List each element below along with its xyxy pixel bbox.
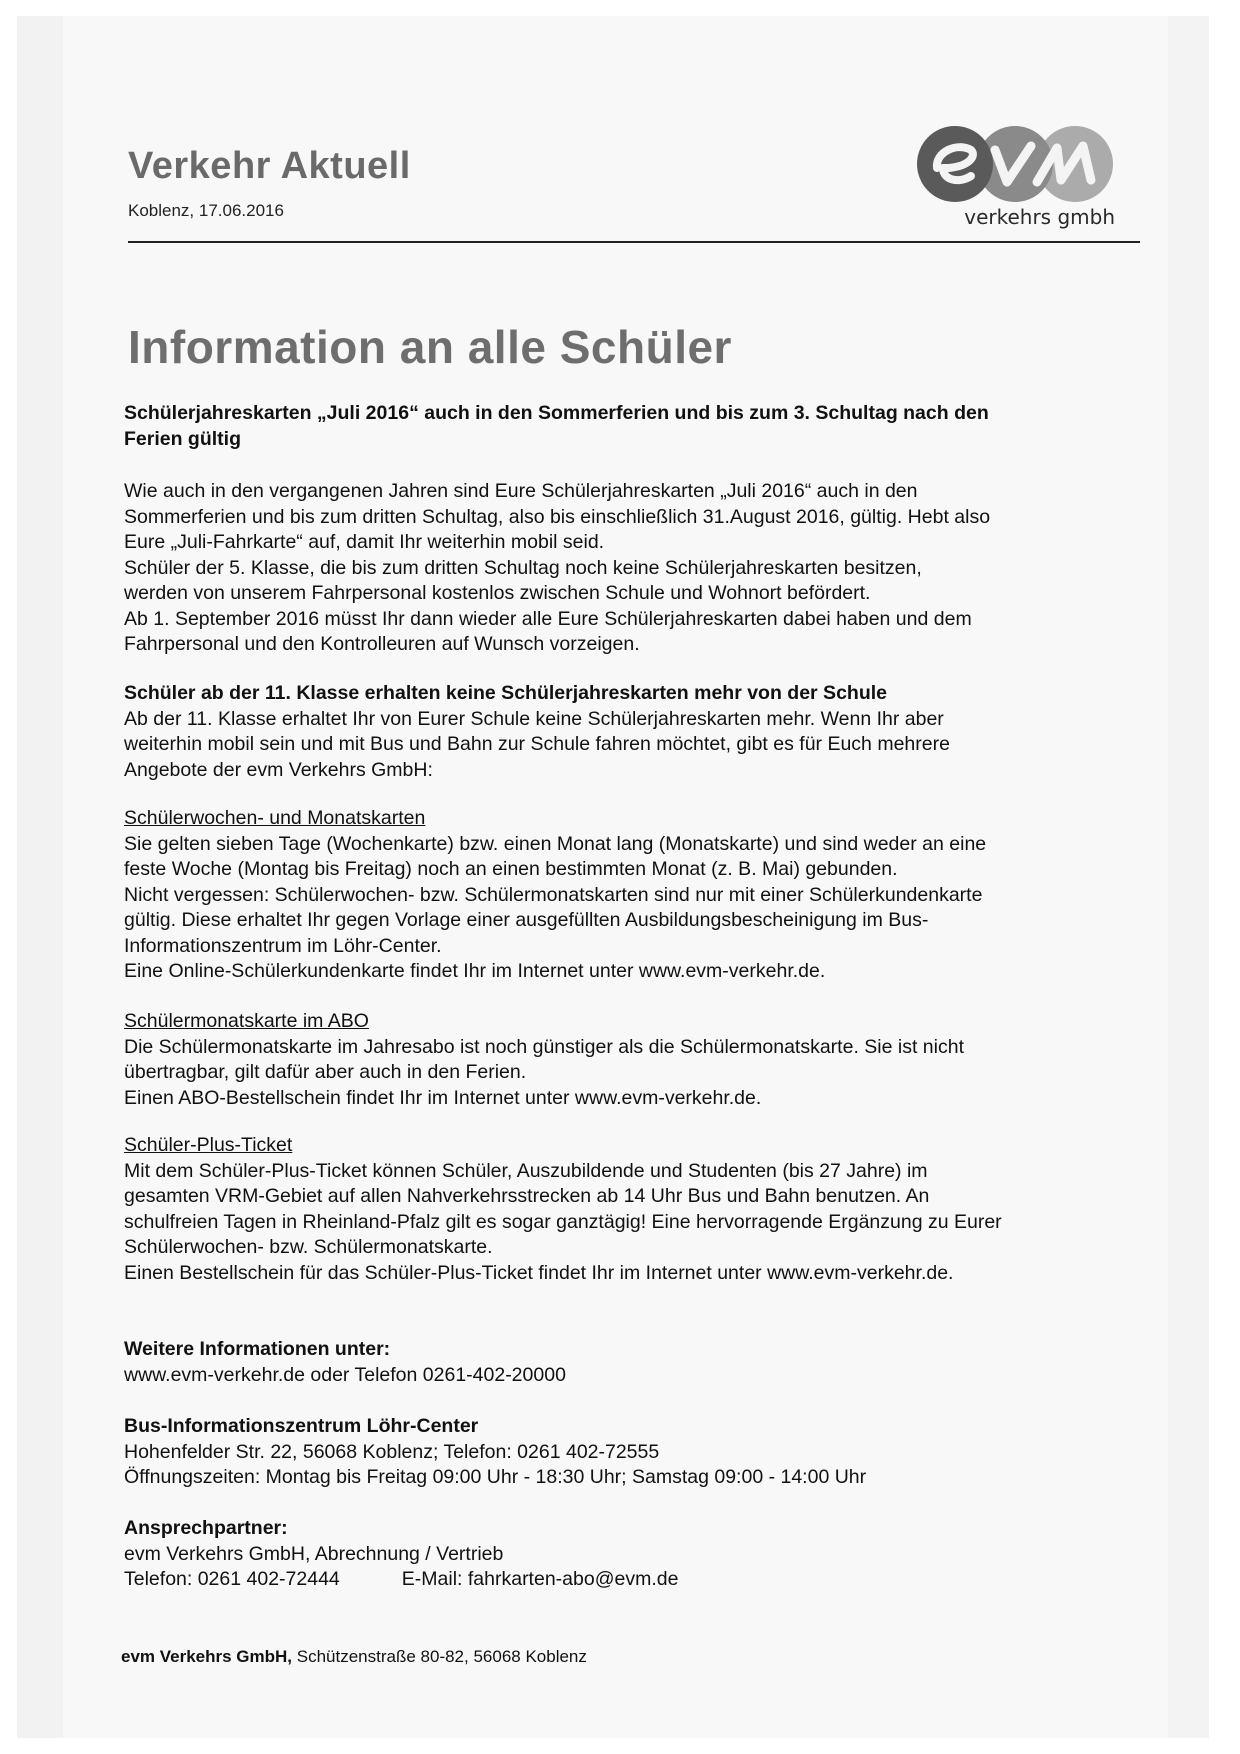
- text-line: Angebote der evm Verkehrs GmbH:: [124, 758, 433, 781]
- contact-email: E-Mail: fahrkarten-abo@evm.de: [401, 1568, 679, 1590]
- section-heading-cont: Ferien gültig: [124, 427, 241, 450]
- contact-phone-email: [124, 1567, 1134, 1593]
- section-plus-ticket: [124, 1133, 1134, 1286]
- section-weekly-monthly: [124, 806, 1134, 985]
- text-line: Mit dem Schüler-Plus-Ticket können Schüler, Auszubildende und Studenten (bis 27 Jahre) im: [124, 1159, 928, 1182]
- text-line: Fahrpersonal und den Kontrolleuren auf Wunsch vorzeigen.: [124, 633, 640, 655]
- text-line: Sommerferien und bis zum dritten Schultag, also bis einschließlich 31.August 2016, gültig. Hebt also: [124, 505, 991, 528]
- header-divider: [128, 241, 1140, 243]
- evm-logo-icon: [915, 124, 1115, 204]
- text-line: Wie auch in den vergangenen Jahren sind Eure Schülerjahreskarten „Juli 2016“ auch in den: [124, 480, 918, 502]
- text-line: Eure „Juli-Fahrkarte“ auf, damit Ihr weiterhin mobil seid.: [124, 531, 605, 553]
- footer-company: evm Verkehrs GmbH,: [121, 1647, 293, 1666]
- text-line: schulfreien Tagen in Rheinland-Pfalz gilt es sogar ganztägig! Eine hervorragende Ergänzung zu Eurer: [124, 1210, 1002, 1233]
- section-intro: [124, 401, 1134, 452]
- contact-org: evm Verkehrs GmbH, Abrechnung / Vertrieb: [124, 1542, 504, 1565]
- text-line: gültig. Diese erhaltet Ihr gegen Vorlage einer ausgefüllten Ausbildungsbescheinigung im Bus-: [124, 909, 929, 931]
- text-line: Einen Bestellschein für das Schüler-Plus-Ticket findet Ihr im Internet unter www.evm-verkehr.de.: [124, 1261, 954, 1284]
- text-line: gesamten VRM-Gebiet auf allen Nahverkehrsstrecken ab 14 Uhr Bus und Bahn benutzen. An: [124, 1185, 930, 1207]
- text-line: übertragbar, gilt dafür aber auch in den Ferien.: [124, 1061, 527, 1083]
- contact-info-center: [124, 1414, 1134, 1491]
- text-line: Schülerwochen- bzw. Schülermonatskarte.: [124, 1236, 493, 1258]
- text-line: Informationszentrum im Löhr-Center.: [124, 934, 442, 957]
- contact-line: www.evm-verkehr.de oder Telefon 0261-402-20000: [124, 1363, 566, 1386]
- footer-address: Schützenstraße 80-82, 56068 Koblenz: [292, 1647, 587, 1666]
- section-intro-body: [124, 479, 1134, 658]
- text-line: Nicht vergessen: Schülerwochen- bzw. Schülermonatskarten sind nur mit einer Schülerkundenkarte: [124, 883, 983, 906]
- text-line: feste Woche (Montag bis Freitag) noch an einen bestimmten Monat (z. B. Mai) gebunden.: [124, 858, 898, 880]
- header-title: Verkehr Aktuell: [128, 145, 411, 187]
- evm-logo: [915, 124, 1115, 234]
- text-line: Sie gelten sieben Tage (Wochenkarte) bzw. einen Monat lang (Monatskarte) und sind weder an eine: [124, 832, 987, 855]
- contact-heading: Bus-Informationszentrum Löhr-Center: [124, 1415, 479, 1437]
- contact-phone: Telefon: 0261 402-72444: [124, 1568, 340, 1590]
- footer: [121, 1647, 587, 1667]
- section-heading: Schülerwochen- und Monatskarten: [124, 807, 426, 829]
- contact-person: [124, 1516, 1134, 1593]
- section-class11: [124, 681, 1134, 783]
- text-line: Ab der 11. Klasse erhaltet Ihr von Eurer Schule keine Schülerjahreskarten mehr. Wenn Ihr aber: [124, 707, 944, 730]
- text-line: Die Schülermonatskarte im Jahresabo ist noch günstiger als die Schülermonatskarte. Sie ist nicht: [124, 1035, 964, 1058]
- text-line: Schüler der 5. Klasse, die bis zum dritten Schultag noch keine Schülerjahreskarten besitzen,: [124, 556, 922, 579]
- section-abo: [124, 1009, 1134, 1111]
- contact-hours: Öffnungszeiten: Montag bis Freitag 09:00 Uhr - 18:30 Uhr; Samstag 09:00 - 14:00 Uhr: [124, 1466, 867, 1488]
- text-line: Einen ABO-Bestellschein findet Ihr im Internet unter www.evm-verkehr.de.: [124, 1086, 762, 1109]
- section-heading: Schülerjahreskarten „Juli 2016“ auch in den Sommerferien und bis zum 3. Schultag nach den: [124, 402, 989, 424]
- text-line: Eine Online-Schülerkundenkarte findet Ihr im Internet unter www.evm-verkehr.de.: [124, 960, 826, 982]
- text-line: werden von unserem Fahrpersonal kostenlos zwischen Schule und Wohnort befördert.: [124, 582, 871, 604]
- main-title: Information an alle Schüler: [128, 321, 732, 373]
- contact-heading: Ansprechpartner:: [124, 1517, 288, 1539]
- contact-heading: Weitere Informationen unter:: [124, 1338, 391, 1360]
- contact-more-info: [124, 1337, 1134, 1388]
- section-heading: Schüler ab der 11. Klasse erhalten keine Schülerjahreskarten mehr von der Schule: [124, 682, 887, 704]
- logo-subtitle: verkehrs gmbh: [964, 205, 1115, 229]
- text-line: Ab 1. September 2016 müsst Ihr dann wieder alle Eure Schülerjahreskarten dabei haben und dem: [124, 607, 972, 630]
- section-heading: Schüler-Plus-Ticket: [124, 1134, 293, 1156]
- contact-address: Hohenfelder Str. 22, 56068 Koblenz; Telefon: 0261 402-72555: [124, 1440, 660, 1463]
- text-line: weiterhin mobil sein und mit Bus und Bahn zur Schule fahren möchtet, gibt es für Euch mehrere: [124, 733, 950, 755]
- section-heading: Schülermonatskarte im ABO: [124, 1010, 369, 1032]
- header-date: Koblenz, 17.06.2016: [128, 201, 284, 220]
